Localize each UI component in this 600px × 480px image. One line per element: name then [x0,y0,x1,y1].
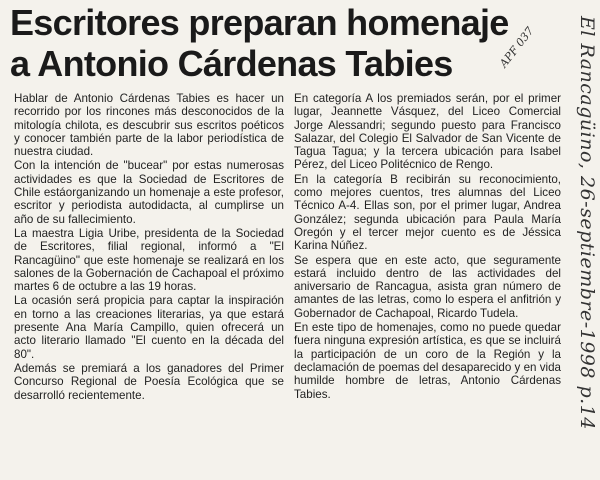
paragraph: En categoría A los premiados serán, por el primer lugar, Jeannette Vásquez, del Liceo Comercial Jorge Alessandri; segundo puesto para Francisco Salazar, del Colegio El Salvador de San Vicente de Tagua Tagua; y la tercera ubicación para Isabel Pérez, del Liceo Politécnico de Rengo. [294,92,561,172]
paragraph: La maestra Ligia Uribe, presidenta de la Sociedad de Escritores, filial regional, informó a "El Rancagüino" que este homenaje se realizará en los salones de la Gobernación de Cachapoal el próximo martes 6 de octubre a las 19 horas. [14,226,284,294]
article-headline [10,2,565,84]
paragraph: Con la intención de "bucear" por estas numerosas actividades es que la Sociedad de Escritores de Chile estáorganizando un homenaje a este profesor, escritor y periodista autodidacta, al cumplirse un año de su fallecimiento. [14,159,284,226]
article-column-right [294,92,561,402]
handwritten-catalog-note: APF 037 [497,24,537,71]
handwritten-source-note: El Rancagüino, 26-septiembre-1998 p.14 [576,16,598,430]
headline-line-1: Escritores preparan homenaje [10,2,509,43]
paragraph: Se espera que en este acto, que seguramente estará incluido dentro de las actividades del aniversario de Rancagua, asista gran número de amantes de las letras, como lo espera el anfitrión y Gobernador de Cachapoal, Ricardo Tudela. [294,253,561,320]
paragraph: En este tipo de homenajes, como no puede quedar fuera ninguna expresión artística, es que se incluirá la participación de un coro de la Región y la declamación de poemas del desaparecido y en vida humilde hombre de letras, Antonio Cárdenas Tabies. [294,321,561,401]
headline-line-2: a Antonio Cárdenas Tabies [10,43,453,84]
paragraph: Además se premiará a los ganadores del Primer Concurso Regional de Poesía Ecológica que se desarrolló recientemente. [14,361,284,402]
paragraph: La ocasión será propicia para captar la inspiración en torno a las creaciones literarias, ya que estará presente Ana María Campillo, quien ofrecerá un acto literario llamado "El cuento en la década del 80". [14,294,284,361]
paragraph: Hablar de Antonio Cárdenas Tabies es hacer un recorrido por los rincones más desconocidos de la mitología chilota, es descubrir sus escritos poéticos y conocer también parte de la labor periodística de nuestra ciudad. [14,92,284,159]
article-column-left [14,92,284,403]
paragraph: En la categoría B recibirán su reconocimiento, como mejores cuentos, tres alumnas del Liceo Técnico A-4. Ellas son, por el primer lugar, Andrea González; segunda ubicación para Paula María Oregón y el tercer mejor cuento es de Jéssica Karina Núñez. [294,172,561,253]
